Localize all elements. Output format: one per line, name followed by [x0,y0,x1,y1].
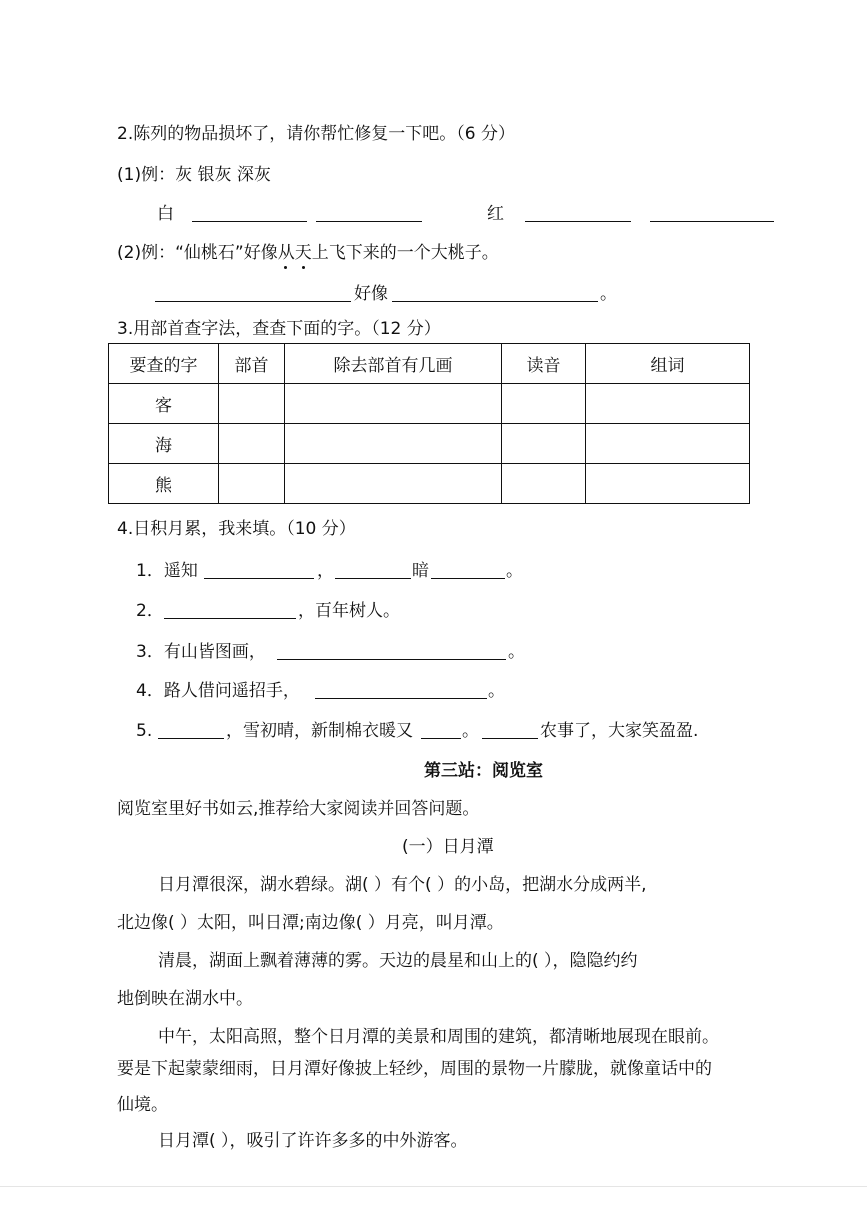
q4-line1-a: 1．遥知 [136,561,198,581]
answer-cell[interactable] [586,464,750,504]
row-char: 客 [109,384,219,424]
passage-p4-line1: 日月潭( ），吸引了许许多多的中外游客。 [158,1131,468,1151]
q4-line2-blank[interactable] [164,600,296,625]
emphasis-dot [302,266,305,269]
q4-line5-blank2[interactable] [421,720,461,745]
emphasis-dot [284,266,287,269]
q4-line5-a: 5. [136,721,153,741]
q2-part2-middle: 好像 [354,284,388,304]
passage-p1-line1: 日月潭很深，湖水碧绿。湖( ）有个( ）的小岛，把湖水分成两半, [158,875,647,895]
q4-line4-a: 4．路人借问遥招手， [136,681,300,701]
header-words: 组词 [586,344,750,384]
q4-line2-a: 2． [136,601,164,621]
row-char: 海 [109,424,219,464]
passage-p2-line2: 地倒映在湖水中。 [117,989,253,1009]
table-header-row [109,344,750,384]
q4-line1-d: 。 [506,561,523,581]
answer-cell[interactable] [219,424,285,464]
q4-line3-blank[interactable] [277,641,506,666]
q2-part2-blank-b[interactable] [392,283,598,308]
scan-edge [0,1186,867,1187]
passage-p3-line1: 中午，太阳高照，整个日月潭的美景和周围的建筑，都清晰地展现在眼前。 [158,1027,719,1047]
header-strokes: 除去部首有几画 [285,344,502,384]
answer-cell[interactable] [502,424,586,464]
q2-part1-char-a: 白 [157,204,174,224]
q4-line4-blank[interactable] [315,680,487,705]
table-row [109,464,750,504]
q4-line5-c: 。 [462,721,479,741]
header-pinyin: 读音 [502,344,586,384]
q4-line1-b: ， [317,561,334,581]
passage-p3-line2: 要是下起蒙蒙细雨，日月潭好像披上轻纱，周围的景物一片朦胧，就像童话中的 [117,1059,712,1079]
q4-line5-blank1[interactable] [158,720,224,745]
q4-line5-blank3[interactable] [482,720,538,745]
q4-heading: 4.日积月累，我来填。（10 分） [117,519,356,539]
answer-cell[interactable] [285,384,502,424]
q2-part1-blank-b2[interactable] [650,203,774,228]
q4-line3-b: 。 [508,642,525,662]
q2-part1-char-b: 红 [487,204,504,224]
passage-p3-line3: 仙境。 [117,1095,168,1115]
q4-line3-a: 3．有山皆图画， [136,642,266,662]
q4-line5-b: ，雪初晴，新制棉衣暖又 [226,721,413,741]
q2-part1-blank-b1[interactable] [525,203,631,228]
answer-cell[interactable] [586,384,750,424]
section-intro: 阅览室里好书如云,推荐给大家阅读并回答问题。 [117,799,480,819]
q2-part2-example: (2)例：“仙桃石”好像从天上飞下来的一个大桃子。 [117,243,499,263]
q4-line1-blank3[interactable] [431,560,505,585]
q2-heading: 2.陈列的物品损坏了，请你帮忙修复一下吧。（6 分） [117,124,515,144]
q4-line4-b: 。 [488,681,505,701]
row-char: 熊 [109,464,219,504]
q2-part2-end: 。 [600,284,617,304]
q3-heading: 3.用部首查字法，查查下面的字。（12 分） [117,319,441,339]
answer-cell[interactable] [219,384,285,424]
header-radical: 部首 [219,344,285,384]
q4-line1-c: 暗 [412,561,429,581]
q2-part1-blank-a1[interactable] [192,203,307,228]
q4-line1-blank1[interactable] [204,560,314,585]
passage-p2-line1: 清晨，湖面上飘着薄薄的雾。天边的晨星和山上的( ），隐隐约约 [158,951,638,971]
q2-part2-blank-a[interactable] [155,283,351,308]
answer-cell[interactable] [502,384,586,424]
answer-cell[interactable] [285,424,502,464]
table-row [109,384,750,424]
passage-title: (一）日月潭 [402,837,494,857]
table-row [109,424,750,464]
answer-cell[interactable] [285,464,502,504]
answer-cell[interactable] [219,464,285,504]
q2-part1-blank-a2[interactable] [316,203,422,228]
q4-line1-blank2[interactable] [335,560,411,585]
header-char: 要查的字 [109,344,219,384]
section-title: 第三站：阅览室 [424,761,543,781]
radical-lookup-table [108,343,750,504]
q2-part1-example: (1)例：灰 银灰 深灰 [117,165,271,185]
answer-cell[interactable] [502,464,586,504]
q4-line2-b: ，百年树人。 [298,601,400,621]
passage-p1-line2: 北边像( ）太阳，叫日潭;南边像( ）月亮，叫月潭。 [117,913,504,933]
q4-line5-d: 农事了，大家笑盈盈. [540,721,699,741]
answer-cell[interactable] [586,424,750,464]
